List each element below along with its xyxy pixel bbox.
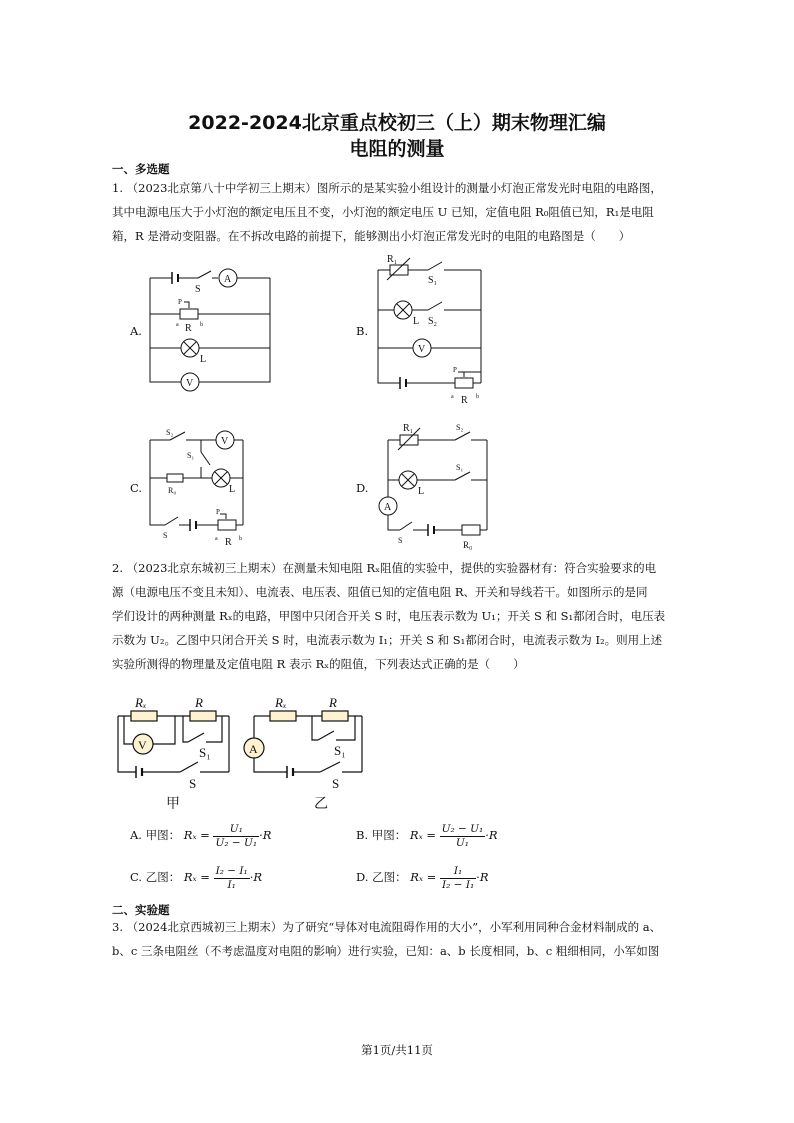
label-R0: R₀: [463, 540, 473, 550]
fraction: [214, 865, 250, 892]
fraction-denominator: I₁: [227, 878, 236, 891]
fraction-numerator: I₁: [440, 865, 476, 879]
section-heading-experiment: 二、实验题: [112, 903, 170, 917]
q2-option-b[interactable]: [356, 820, 498, 850]
times-r: ·R: [259, 828, 272, 842]
q1-option-a-label[interactable]: A.: [130, 324, 142, 338]
label-Rx: Rₓ: [275, 695, 287, 710]
label-S1: S₁: [428, 275, 438, 286]
q2-line: 源（电源电压不变且未知）、电流表、电压表、阻值已知的定值电阻 R、开关和导线若干。如图所示的是同: [112, 585, 648, 599]
label-V-meter: V: [186, 378, 194, 389]
label-S1: S₁: [334, 743, 346, 758]
fraction-numerator: U₁: [213, 823, 259, 837]
label-b: b: [239, 536, 242, 542]
document-subtitle: 电阻的测量: [349, 138, 445, 160]
label-S1: S₁: [199, 745, 211, 760]
q2-option-a[interactable]: [130, 820, 271, 850]
label-L: L: [200, 354, 207, 365]
q1-line: 其中电源电压大于小灯泡的额定电压且不变，小灯泡的额定电压 U 已知，定值电阻 R₀阻值已知，R₁是电阻: [112, 205, 654, 219]
label-R: R: [195, 695, 203, 710]
fraction-numerator: U₂ − U₁: [441, 822, 484, 835]
times-r: ·R: [476, 870, 489, 884]
q1-line: 箱，R 是滑动变阻器。在不拆改电路的前提下，能够测出小灯泡正常发光时的电阻的电路图是（ ）: [112, 229, 631, 243]
option-c-label: C. 乙图：: [130, 870, 181, 884]
label-R1: R₁: [387, 254, 398, 265]
option-d-label: D. 乙图：: [356, 870, 407, 884]
rx-symbol: Rₓ =: [410, 870, 437, 884]
q2-option-c[interactable]: [130, 862, 262, 892]
fraction: [213, 823, 259, 850]
q1-line: 1. （2023北京第八十中学初三上期末）图所示的是某实验小组设计的测量小灯泡正常发光时电阻的电路图，: [112, 181, 662, 195]
page-footer: 第1页/共11页: [361, 1043, 433, 1057]
label-A-meter: A: [224, 274, 232, 285]
fraction-denominator: U₂ − U₁: [215, 836, 258, 849]
label-S: S: [332, 776, 340, 791]
label-A-meter: A: [384, 502, 392, 513]
label-Rx: Rₓ: [135, 695, 147, 710]
option-b-label: B. 甲图：: [356, 828, 407, 842]
label-S: S: [195, 284, 201, 295]
label-a: a: [215, 536, 218, 542]
label-R1: R₁: [403, 423, 414, 434]
label-R: R: [461, 395, 468, 406]
rx-symbol: Rₓ =: [183, 828, 210, 842]
label-R: R: [185, 323, 192, 334]
label-S: S: [398, 536, 403, 545]
document-title: 2022-2024北京重点校初三（上）期末物理汇编: [188, 112, 606, 134]
label-L: L: [413, 316, 420, 327]
q2-line: 实验所测得的物理量及定值电阻 R 表示 Rₓ的阻值，下列表达式正确的是（ ）: [112, 657, 525, 671]
times-r: ·R: [249, 870, 263, 884]
fraction: [440, 865, 476, 892]
label-R: R: [225, 537, 232, 548]
fraction-denominator: U₁: [455, 836, 469, 849]
label-L: L: [229, 484, 236, 495]
figure-label-jia: 甲: [166, 796, 180, 812]
q1-option-b-label[interactable]: B.: [356, 324, 369, 338]
label-S: S: [163, 531, 168, 540]
label-L: L: [418, 486, 425, 497]
label-R: R: [329, 695, 337, 710]
label-P: P: [216, 508, 220, 516]
rx-symbol: Rₓ =: [183, 870, 210, 884]
label-S1: S₁: [187, 451, 195, 460]
label-S: S: [189, 776, 197, 791]
q2-line: 学们设计的两种测量 Rₓ的电路，甲图中只闭合开关 S 时，电压表示数为 U₁；开关 S 和 S₁都闭合时，电压表: [112, 609, 666, 623]
q3-line: b、c 三条电阻丝（不考虑温度对电阻的影响）进行实验，已知：a、b 长度相同，b、c 粗细相同，小军如图: [112, 944, 660, 958]
q2-line: 示数为 U₂。乙图中只闭合开关 S 时，电流表示数为 I₁；开关 S 和 S₁都闭合时，电流表示数为 I₂。则用上述: [112, 633, 663, 647]
label-V-meter: V: [221, 436, 229, 447]
label-b: b: [476, 394, 479, 400]
section-heading-multi-choice: 一、多选题: [112, 162, 170, 176]
q2-option-d[interactable]: [356, 862, 489, 892]
q2-line: 2. （2023北京东城初三上期末）在测量未知电阻 Rₓ阻值的实验中，提供的实验器材有：符合实验要求的电: [112, 561, 657, 575]
q3-line: 3. （2024北京西城初三上期末）为了研究“导体对电流阻碍作用的大小”，小军利用同种合金材料制成的 a、: [112, 920, 662, 934]
label-S1: S₁: [456, 463, 464, 472]
question-3-text: [112, 915, 687, 963]
label-A-meter: A: [249, 742, 258, 756]
label-V-meter: V: [418, 344, 426, 355]
label-S2: S₂: [456, 423, 464, 432]
fraction-numerator: I₂ − I₁: [215, 864, 248, 877]
label-S2: S₂: [428, 316, 438, 327]
label-S2: S₂: [166, 428, 174, 437]
label-a: a: [176, 322, 179, 328]
times-r: ·R: [485, 828, 498, 842]
figure-label-yi: 乙: [314, 796, 328, 812]
q1-option-d-label[interactable]: D.: [356, 481, 369, 495]
q1-option-c-label[interactable]: C.: [130, 481, 143, 495]
label-V-meter: V: [138, 738, 147, 752]
label-P: P: [178, 298, 182, 306]
label-a: a: [451, 394, 454, 400]
fraction: [440, 823, 486, 850]
fraction-denominator: I₂ − I₁: [441, 878, 475, 891]
label-b: b: [200, 322, 203, 328]
rx-symbol: Rₓ =: [409, 828, 436, 842]
label-P: P: [453, 366, 457, 374]
option-a-label: A. 甲图：: [130, 828, 181, 842]
label-R0: R₀: [168, 486, 177, 495]
